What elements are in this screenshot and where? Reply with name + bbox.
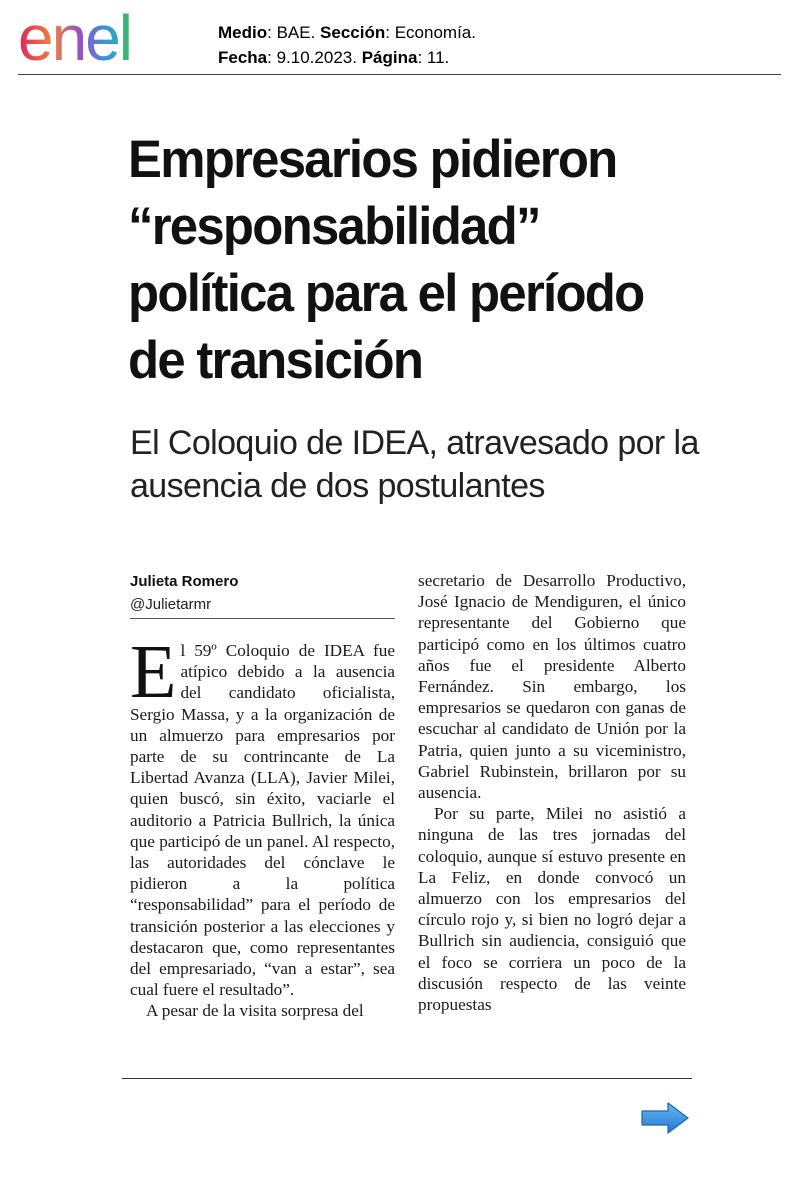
pagina-value: 11 — [426, 48, 445, 67]
paragraph — [130, 630, 395, 1000]
paragraph: secretario de Desarrollo Productivo, José Ignacio de Mendiguren, el único representante del Gobierno que participó como en los últimos cuatro años fue el presidente Alberto Fernández. Sin embargo, los empresarios se quedaron con ganas de escuchar al candidato de Unión por la Patria, quien junto a su viceministro, Gabriel Rubinstein, brillaron por su ausencia. — [418, 571, 686, 803]
byline-divider — [130, 618, 395, 619]
header-divider — [18, 74, 781, 75]
drop-cap: E — [130, 630, 177, 714]
fecha-label: Fecha — [218, 48, 268, 67]
svg-text:enel: enel — [18, 6, 131, 68]
paragraph-text: l 59º Coloquio de IDEA fue atípico debido a la ausencia del candidato oficialista, Sergio Massa, y a la organización de un almuerzo para empresarios por parte de su contrincante de La Libertad Avanza (LLA), Javier Milei, quien buscó, sin éxito, vaciarle el auditorio a Patricia Bullrich, la única que participó de un panel. Al respecto, las autoridades del cónclave le pidieron a la política “responsabilidad” para el período de transición posterior a las elecciones y destacaron que, como representantes del empresariado, “van a estar”, sea cual fuere el resultado”. — [130, 641, 395, 1000]
medio-value: BAE — [276, 23, 311, 42]
meta-line-2: Fecha: 9.10.2023. Página: 11. — [218, 48, 450, 67]
enel-logo — [18, 6, 183, 68]
author-handle: @Julietarmr — [130, 596, 212, 613]
footer-divider — [122, 1078, 692, 1079]
article-column-1 — [130, 630, 395, 1022]
article-subhead: El Coloquio de IDEA, atravesado por la ausencia de dos postulantes — [130, 424, 699, 505]
article-headline: Empresarios pidieron “responsabilidad” política para el período de transición — [128, 130, 644, 390]
pagina-label: Página — [361, 48, 418, 67]
paragraph: A pesar de la visita sorpresa del — [146, 1001, 364, 1021]
meta-line-1: Medio: BAE. Sección: Economía. — [218, 23, 476, 42]
medio-label: Medio — [218, 23, 268, 42]
paragraph: Por su parte, Milei no asistió a ninguna de las tres jornadas del coloquio, aunque sí estuvo presente en La Feliz, en donde convocó un almuerzo con los empresarios del círculo rojo y, si bien no logró dejar a Bullrich sin audiencia, consiguió que el foco se corriera un poco de la discusión respecto de las veinte propuestas — [418, 804, 686, 1015]
seccion-label: Sección — [320, 23, 386, 42]
author-name: Julieta Romero — [130, 573, 239, 590]
publication-meta — [218, 20, 476, 70]
fecha-value: 9.10.2023 — [276, 48, 353, 67]
arrow-right-icon[interactable] — [640, 1101, 690, 1135]
article-column-2 — [418, 570, 686, 1015]
seccion-value: Economía — [394, 23, 472, 42]
